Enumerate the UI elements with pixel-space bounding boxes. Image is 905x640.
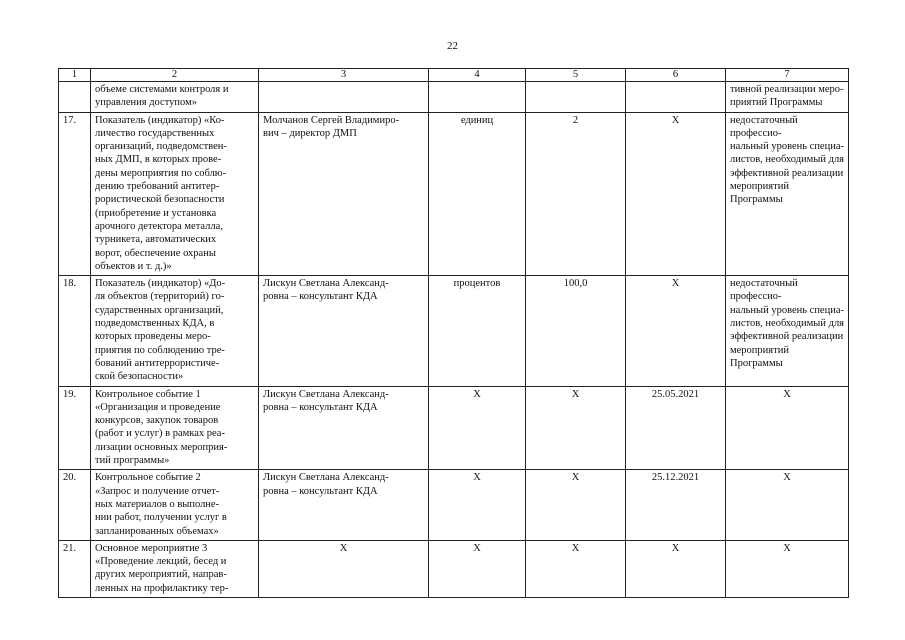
row-responsible: Лискун Светлана Александ- ровна – консультант КДА — [259, 386, 429, 470]
row-date: Х — [626, 112, 726, 276]
table-row — [59, 112, 849, 276]
row-date: 25.12.2021 — [626, 470, 726, 540]
row-value: 2 — [526, 112, 626, 276]
row-name: Контрольное событие 1 «Организация и проведение конкурсов, закупок товаров (работ и услуг) в рамках реа- лизации основных мероприя- тий программы» — [91, 386, 259, 470]
row-value — [526, 82, 626, 113]
row-unit: Х — [429, 540, 526, 597]
row-unit: единиц — [429, 112, 526, 276]
row-risk: тивной реализации меро- приятий Программы — [726, 82, 849, 113]
header-cell: 7 — [726, 69, 849, 82]
table-row — [59, 470, 849, 540]
row-unit: Х — [429, 470, 526, 540]
row-number: 20. — [59, 470, 91, 540]
program-table — [58, 68, 849, 598]
header-cell: 4 — [429, 69, 526, 82]
header-row — [59, 69, 849, 82]
row-risk: недостаточный профессио- нальный уровень специа- листов, необходимый для эффективной реализации мероприятий Программы — [726, 276, 849, 386]
row-responsible: Молчанов Сергей Владимиро- вич – директор ДМП — [259, 112, 429, 276]
row-risk: Х — [726, 386, 849, 470]
row-name: объеме системами контроля и управления доступом» — [91, 82, 259, 113]
table-row — [59, 276, 849, 386]
header-cell: 2 — [91, 69, 259, 82]
row-responsible — [259, 82, 429, 113]
row-name: Показатель (индикатор) «Ко- личество государственных организаций, подведомствен- ных ДМП, в которых прове- дены мероприятия по соблю- дению требований антитер- рористической безопасности (приобретение и установка арочного детектора металла, турникета, автоматических ворот, обеспечение охраны объектов и т. д.)» — [91, 112, 259, 276]
row-value: Х — [526, 540, 626, 597]
row-date — [626, 82, 726, 113]
row-number — [59, 82, 91, 113]
header-cell: 1 — [59, 69, 91, 82]
row-date: Х — [626, 276, 726, 386]
row-unit: Х — [429, 386, 526, 470]
row-value: Х — [526, 470, 626, 540]
row-number: 18. — [59, 276, 91, 386]
row-responsible: Лискун Светлана Александ- ровна – консультант КДА — [259, 470, 429, 540]
row-unit: процентов — [429, 276, 526, 386]
row-date: Х — [626, 540, 726, 597]
header-cell: 3 — [259, 69, 429, 82]
table-row — [59, 82, 849, 113]
header-cell: 6 — [626, 69, 726, 82]
header-cell: 5 — [526, 69, 626, 82]
page-number: 22 — [447, 40, 458, 52]
row-responsible: Лискун Светлана Александ- ровна – консультант КДА — [259, 276, 429, 386]
table-row — [59, 540, 849, 597]
row-name: Показатель (индикатор) «До- ля объектов (территорий) го- сударственных организаций, подведомственных КДА, в которых проведены меро- приятия по соблюдению тре- бований антитеррористиче- ской безопасности» — [91, 276, 259, 386]
row-number: 19. — [59, 386, 91, 470]
row-risk: Х — [726, 470, 849, 540]
row-unit — [429, 82, 526, 113]
row-value: Х — [526, 386, 626, 470]
table-row — [59, 386, 849, 470]
row-number: 21. — [59, 540, 91, 597]
row-name: Основное мероприятие 3 «Проведение лекций, бесед и других мероприятий, направ- ленных на профилактику тер- — [91, 540, 259, 597]
row-name: Контрольное событие 2 «Запрос и получение отчет- ных материалов о выполне- нии работ, получении услуг в запланированных объемах» — [91, 470, 259, 540]
row-value: 100,0 — [526, 276, 626, 386]
row-responsible: Х — [259, 540, 429, 597]
row-date: 25.05.2021 — [626, 386, 726, 470]
row-number: 17. — [59, 112, 91, 276]
row-risk: недостаточный профессио- нальный уровень специа- листов, необходимый для эффективной реализации мероприятий Программы — [726, 112, 849, 276]
row-risk: Х — [726, 540, 849, 597]
